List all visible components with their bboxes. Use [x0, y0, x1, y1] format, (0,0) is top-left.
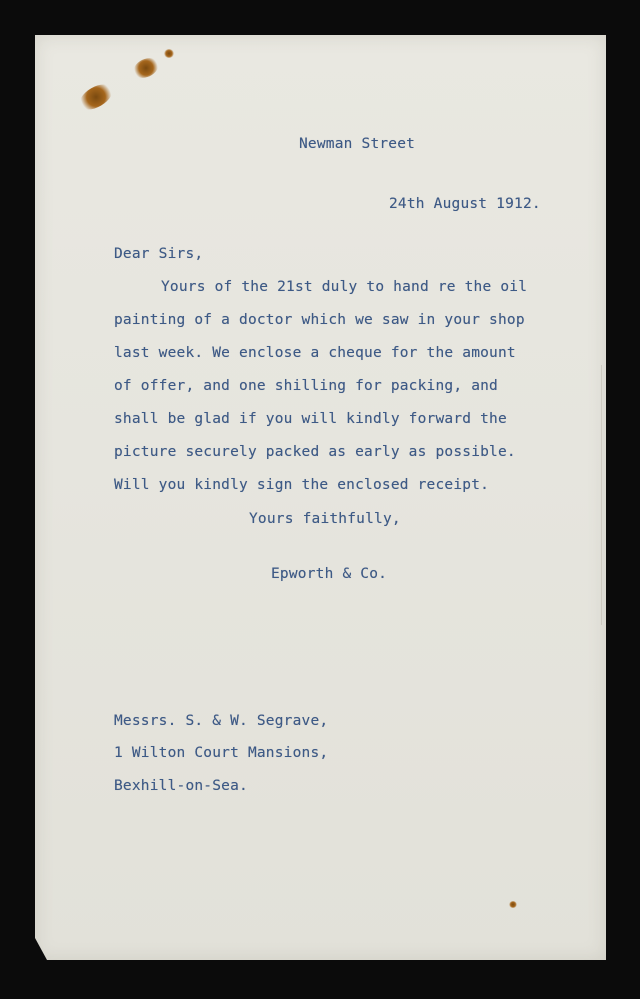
- folded-corner: [35, 938, 47, 960]
- recipient-line: Messrs. S. & W. Segrave,: [114, 713, 329, 729]
- rust-stain: [509, 901, 517, 908]
- recipient-line: Bexhill-on-Sea.: [114, 778, 248, 794]
- body-line: painting of a doctor which we saw in your shop: [114, 312, 525, 328]
- body-line: last week. We enclose a cheque for the amount: [114, 345, 516, 361]
- body-line: Yours of the 21st duly to hand re the oil: [161, 279, 528, 295]
- rust-stain: [130, 54, 161, 81]
- closing: Yours faithfully,: [249, 511, 401, 527]
- rust-stain: [164, 49, 174, 58]
- body-line: of offer, and one shilling for packing, and: [114, 378, 498, 394]
- body-line: shall be glad if you will kindly forward the: [114, 411, 507, 427]
- rust-stain: [75, 79, 116, 114]
- letter-page: [35, 35, 606, 960]
- sender-address: Newman Street: [299, 136, 416, 152]
- body-line: picture securely packed as early as possible.: [114, 444, 516, 460]
- letter-date: 24th August 1912.: [389, 196, 541, 212]
- signature: Epworth & Co.: [271, 566, 388, 582]
- salutation: Dear Sirs,: [114, 246, 204, 262]
- recipient-line: 1 Wilton Court Mansions,: [114, 745, 329, 761]
- body-line: Will you kindly sign the enclosed receipt.: [114, 477, 490, 493]
